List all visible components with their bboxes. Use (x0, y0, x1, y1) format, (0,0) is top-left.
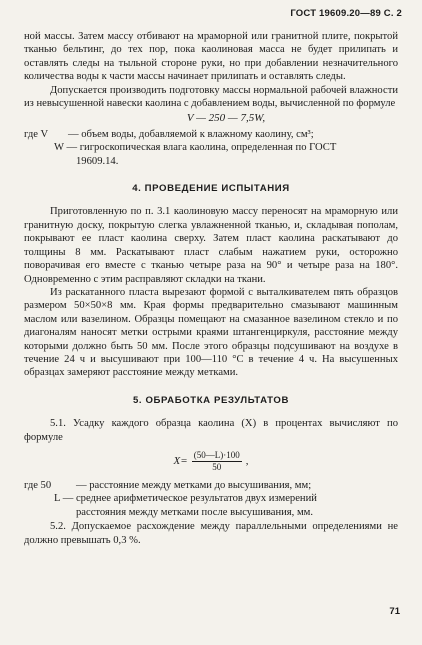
formula-shrinkage (24, 450, 398, 473)
standard-year: 89 (369, 8, 381, 19)
paragraph: 5.1. Усадку каждого образца каолина (X) в процентах вычисляют по формуле (24, 418, 398, 443)
standard-code: ГОСТ 19609.20— (290, 8, 370, 19)
where-v-text: — объем воды, добавляемой к влажному каолину, см³; (68, 128, 314, 140)
document-body (24, 30, 398, 547)
section-heading: 5. ОБРАБОТКА РЕЗУЛЬТАТОВ (133, 394, 289, 406)
where-l-text: L — среднее арифметическое результатов двух измерений (54, 493, 317, 505)
page-number: 71 (389, 606, 400, 617)
where-w-text: W — гигроскопическая влага каолина, определенная по ГОСТ (54, 142, 337, 154)
page-header (290, 8, 402, 19)
formula-numerator: (50—L)·100 (193, 449, 240, 460)
paragraph: 5.2. Допускаемое расхождение между параллельными определениями не должно превышать 0,3 %. (24, 521, 398, 546)
formula-fraction (192, 450, 242, 473)
where-label: где V (24, 128, 49, 140)
where-50-text: — расстояние между метками до высушивания, мм; (76, 479, 312, 491)
where-clause (24, 128, 398, 141)
paragraph: Приготовленную по п. 3.1 каолиновую массу переносят на мраморную или гранитную доску, покрытую слегка увлажненной тканью, и, складывая пополам, покрывают ее пласт каолина сверху. Затем пласт каолина раскатывают до толщины 8 мм. Раскатывают пласт слабым нажатием руки, осторожно поворачивая его вместе с тканью четыре раза на 90° и четыре раза на 180°. Одновременно с этим расправляют складки на ткани. (24, 206, 398, 285)
paragraph: ной массы. Затем массу отбивают на мраморной или гранитной плите, покрытой тканью бельтинг, до тех пор, пока каолиновая масса не будет прилипать и оставлять следы на тыльной стороне руки, но при добавлении незначительного количества воды к части массы начинает прилипать и оставлять следы. (24, 31, 398, 83)
paragraph: Допускается производить подготовку массы нормальной рабочей влажности из невысушенной навески каолина с добавлением воды, вычисленной по формуле (24, 84, 398, 110)
where-w-continuation: 19609.14. (76, 155, 119, 167)
formula-water-volume: V — 250 — 7,5W, (186, 112, 266, 125)
page-ref: С. 2 (380, 8, 402, 19)
where-clause (24, 479, 398, 492)
section-heading: 4. ПРОВЕДЕНИЕ ИСПЫТАНИЯ (132, 183, 290, 195)
formula-denominator: 50 (212, 461, 222, 472)
where-l-continuation: расстояния между метками после высушивания, мм. (76, 506, 314, 518)
where-label: где 50 (24, 479, 52, 491)
formula-tail: , (245, 454, 249, 467)
formula-lhs: X= (173, 454, 188, 467)
paragraph: Из раскатанного пласта вырезают формой с выталкивателем пять образцов размером 50×50×8 мм. Края формы предварительно смазывают машинным маслом или вазелином. Образцы помещают на смазанное вазелином стекло и по диагоналям наносят метки острыми краями штангенциркуля, расстояние между которыми должно быть 50 мм. После этого образцы подсушивают на воздухе в течение 24 ч и высушивают при 100—110 °С в течение 4 ч. На высушенных образцах замеряют расстояние между метками. (24, 286, 398, 379)
